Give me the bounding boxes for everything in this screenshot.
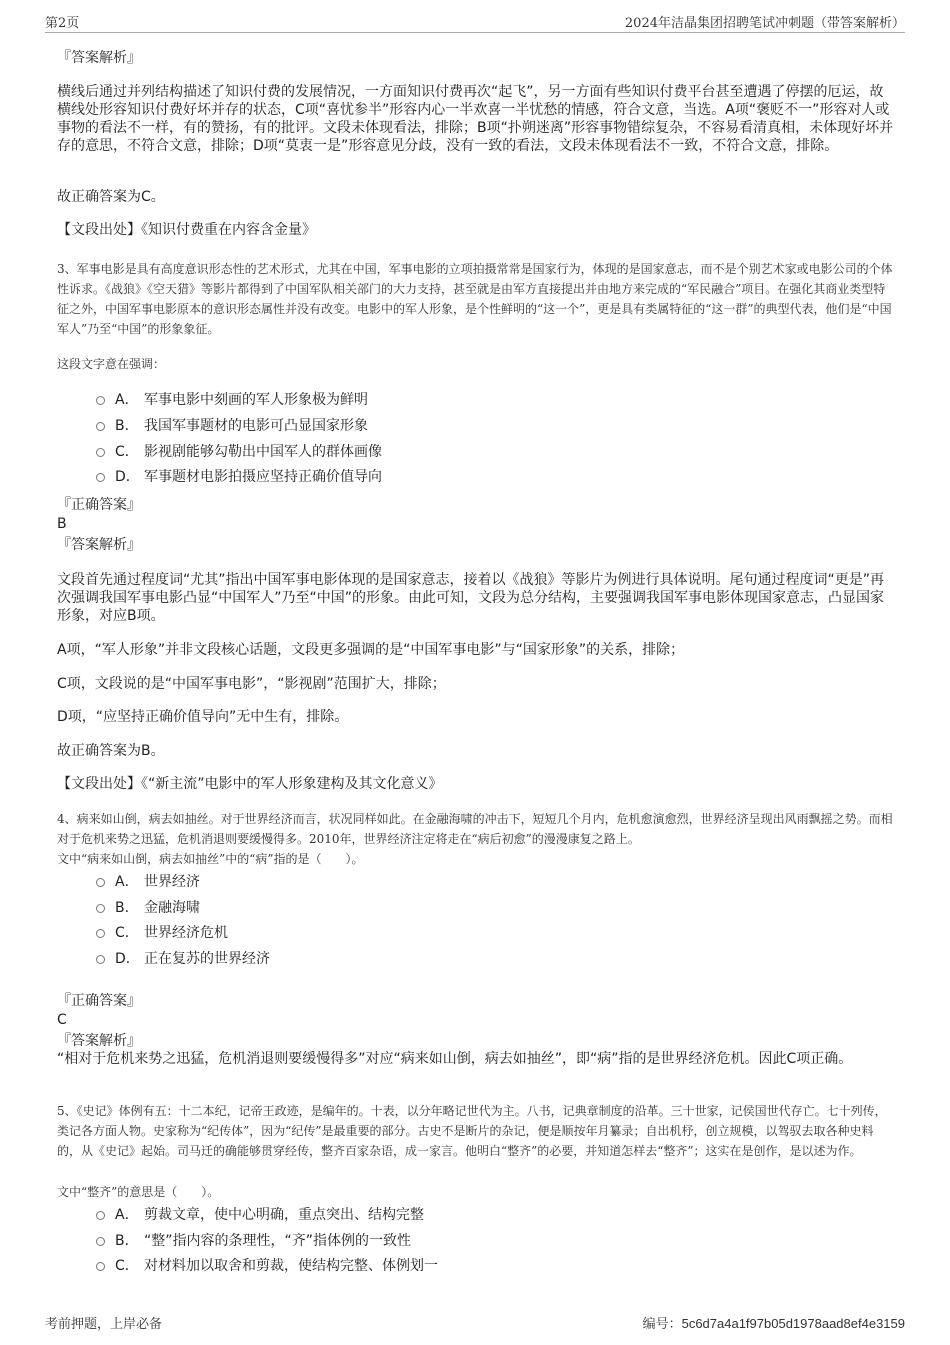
q4-option-b[interactable]: B． 金融海啸	[96, 899, 200, 917]
q4-question: 文中“病来如山倒，病去如抽丝”中的“病”指的是（ ）。	[57, 852, 364, 866]
radio-icon[interactable]	[96, 396, 105, 405]
radio-icon[interactable]	[96, 422, 105, 431]
q4-stem: 4、病来如山倒，病去如抽丝。对于世界经济而言，状况同样如此。在金融海啸的冲击下，短短几个月内，危机愈演愈烈，世界经济呈现出风雨飘摇之势。而相对于危机来势之迅猛，危机消退则要缓慢得多。2010年，世界经济注定将走在“病后初愈”的漫漫康复之路上。	[57, 812, 893, 846]
q3-analysis-p3: C项，文段说的是“中国军事电影”，“影视剧”范围扩大，排除；	[57, 676, 446, 692]
radio-icon[interactable]	[96, 929, 105, 938]
page-number: 第2页	[45, 16, 80, 31]
q4-option-c[interactable]: C． 世界经济危机	[96, 924, 228, 942]
q3-option-d[interactable]: D． 军事题材电影拍摄应坚持正确价值导向	[96, 468, 382, 486]
q3-question: 这段文字意在强调：	[57, 357, 166, 371]
radio-icon[interactable]	[96, 1237, 105, 1246]
q5-question: 文中“整齐”的意思是（ ）。	[57, 1185, 220, 1199]
radio-icon[interactable]	[96, 955, 105, 964]
radio-icon[interactable]	[96, 448, 105, 457]
q3-analysis-label: 『答案解析』	[57, 537, 141, 553]
q4-answer: C	[57, 1012, 67, 1028]
q5-option-b[interactable]: B． “整”指内容的条理性，“齐”指体例的一致性	[96, 1232, 411, 1250]
q4-option-a[interactable]: A． 世界经济	[96, 873, 200, 891]
q2-source: 【文段出处】《知识付费重在内容含金量》	[57, 222, 316, 238]
q3-analysis-p1: 文段首先通过程度词“尤其”指出中国军事电影体现的是国家意志，接着以《战狼》等影片为例进行具体说明。尾句通过程度词“更是”再次强调我国军事电影凸显“中国军人”乃至“中国”的形象。由此可知，文段为总分结构，主要强调我国军事电影体现国家意志，凸显国家形象，对应B项。	[57, 572, 885, 624]
q2-analysis: 横线后通过并列结构描述了知识付费的发展情况，一方面知识付费再次“起飞”，另一方面有些知识付费平台甚至遭遇了停摆的厄运，故横线处形容知识付费好坏并存的状态，C项“喜忧参半”形容内心一半欢喜一半忧愁的情感，符合文意，当选。A项“褒贬不一”形容对人或事物的看法不一样，有的赞扬，有的批评。文段未体现看法，排除；B项“扑朔迷离”形容事物错综复杂，不容易看清真相，未体现好坏并存的意思，不符合文意，排除；D项“莫衷一是”形容意见分歧，没有一致的看法，文段未体现看法不一致，不符合文意，排除。	[57, 84, 894, 154]
document-title: 2024年洁晶集团招聘笔试冲刺题（带答案解析）	[624, 16, 905, 31]
q3-stem: 3、军事电影是具有高度意识形态性的艺术形式，尤其在中国，军事电影的立项拍摄常常是国家行为，体现的是国家意志，而不是个别艺术家或电影公司的个体性诉求。《战狼》《空天猎》等影片都得到了中国军队相关部门的大力支持，甚至就是由军方直接提出并由地方来完成的“军民融合”项目。在强化其商业类型特征之外，中国军事电影原本的意识形态属性并没有改变。电影中的军人形象，是个性鲜明的“这一个”，更是具有类属特征的“这一群”的典型代表，他们是“中国军人”乃至“中国”的形象象征。	[57, 262, 893, 336]
radio-icon[interactable]	[96, 1211, 105, 1220]
q3-conclusion: 故正确答案为B。	[57, 743, 165, 759]
q3-analysis-p4: D项，“应坚持正确价值导向”无中生有，排除。	[57, 709, 349, 725]
radio-icon[interactable]	[96, 878, 105, 887]
q5-option-a[interactable]: A． 剪裁文章，使中心明确，重点突出、结构完整	[96, 1206, 424, 1224]
q3-option-a[interactable]: A． 军事电影中刻画的军人形象极为鲜明	[96, 391, 368, 409]
radio-icon[interactable]	[96, 904, 105, 913]
q4-analysis: “相对于危机来势之迅猛，危机消退则要缓慢得多”对应“病来如山倒，病去如抽丝”，即“病”指的是世界经济危机。因此C项正确。	[57, 1051, 853, 1067]
q5-option-c[interactable]: C． 对材料加以取舍和剪裁，使结构完整、体例划一	[96, 1257, 438, 1275]
q2-analysis-label: 『答案解析』	[57, 50, 141, 66]
q3-answer-label: 『正确答案』	[57, 497, 141, 513]
radio-icon[interactable]	[96, 473, 105, 482]
q2-conclusion: 故正确答案为C。	[57, 189, 165, 205]
page-header	[45, 12, 905, 33]
q5-stem: 5、《史记》体例有五：十二本纪，记帝王政迹，是编年的。十表，以分年略记世代为主。八书，记典章制度的沿革。三十世家，记侯国世代存亡。七十列传，类记各方面人物。史家称为“纪传体”，因为“纪传”是最重要的部分。古史不是断片的杂记，便是顺按年月纂录；自出机杼，创立规模，以驾驭去取各种史料的，从《史记》起始。司马迁的确能够贯穿经传，整齐百家杂语，成一家言。他明白“整齐”的必要，并知道怎样去“整齐”；这实在是创作，是以述为作。	[57, 1104, 887, 1158]
q3-answer: B	[57, 516, 67, 532]
q3-analysis-p2: A项，“军人形象”并非文段核心话题，文段更多强调的是“中国军事电影”与“国家形象”的关系，排除；	[57, 642, 685, 658]
footer-slogan: 考前押题，上岸必备	[45, 1317, 163, 1332]
q3-option-c[interactable]: C． 影视剧能够勾勒出中国军人的群体画像	[96, 443, 382, 461]
q4-analysis-label: 『答案解析』	[57, 1033, 141, 1049]
q4-answer-label: 『正确答案』	[57, 993, 141, 1009]
q3-source: 【文段出处】《“新主流”电影中的军人形象建构及其文化意义》	[57, 776, 443, 792]
q4-option-d[interactable]: D． 正在复苏的世界经济	[96, 950, 270, 968]
radio-icon[interactable]	[96, 1262, 105, 1271]
document-id: 编号：5c6d7a4a1f97b05d1978aad8ef4e3159	[642, 1316, 905, 1332]
q3-option-b[interactable]: B． 我国军事题材的电影可凸显国家形象	[96, 417, 368, 435]
